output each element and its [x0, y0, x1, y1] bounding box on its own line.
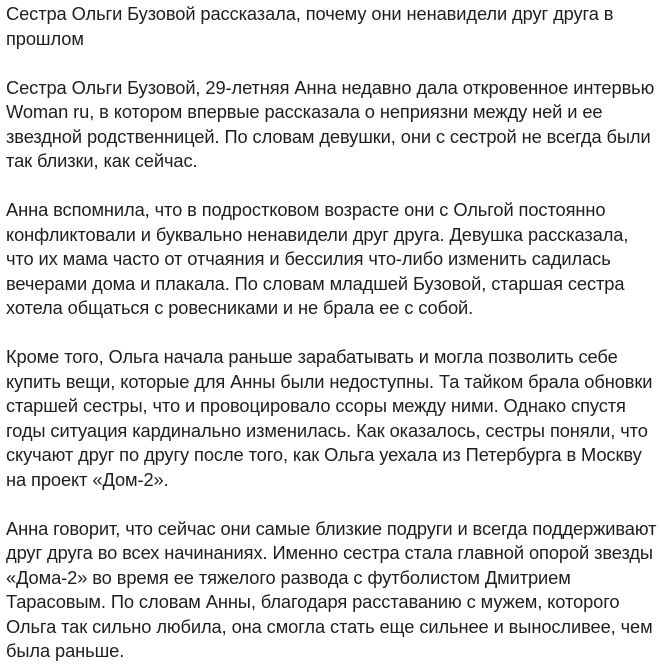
article-paragraph: Анна говорит, что сейчас они самые близкие подруги и всегда поддерживают друг друга во всех начинаниях. Именно сестра стала главной опорой звезды «Дома-2» во время ее тяжелого развода с футболистом Дмитрием Тарасовым. По словам Анны, благодаря расставанию с мужем, которого Ольга так сильно любила, она смогла стать еще сильнее и выносливее, чем была раньше.	[6, 517, 657, 661]
article	[6, 0, 658, 664]
paragraph-gap	[6, 321, 658, 346]
article-paragraph: Сестра Ольги Бузовой, 29-летняя Анна недавно дала откровенное интервью Woman ru, в котором впервые рассказала о неприязни между ней и ее звездной родственницей. По словам девушки, они с сестрой не всегда были так близки, как сейчас.	[6, 76, 655, 171]
article-paragraph: Кроме того, Ольга начала раньше зарабатывать и могла позволить себе купить вещи, которые для Анны были недоступны. Та тайком брала обновки старшей сестры, что и провоцировало ссоры между ними. Однако спустя годы ситуация кардинально изменилась. Как оказалось, сестры поняли, что скучают друг по другу после того, как Ольга уехала из Петербурга в Москву на проект «Дом-2».	[6, 346, 653, 490]
paragraph-gap	[6, 174, 658, 199]
article-title: Сестра Ольги Бузовой рассказала, почему они ненавидели друг друга в прошлом	[6, 3, 614, 49]
paragraph-gap	[6, 492, 658, 517]
paragraph-gap	[6, 51, 658, 76]
article-paragraph: Анна вспомнила, что в подростковом возрасте они с Ольгой постоянно конфликтовали и буквально ненавидели друг друга. Девушка рассказала, что их мама часто от отчаяния и бессилия что-либо изменить садилась вечерами дома и плакала. По словам младшей Бузовой, старшая сестра хотела общаться с ровесниками и не брала ее с собой.	[6, 199, 629, 318]
